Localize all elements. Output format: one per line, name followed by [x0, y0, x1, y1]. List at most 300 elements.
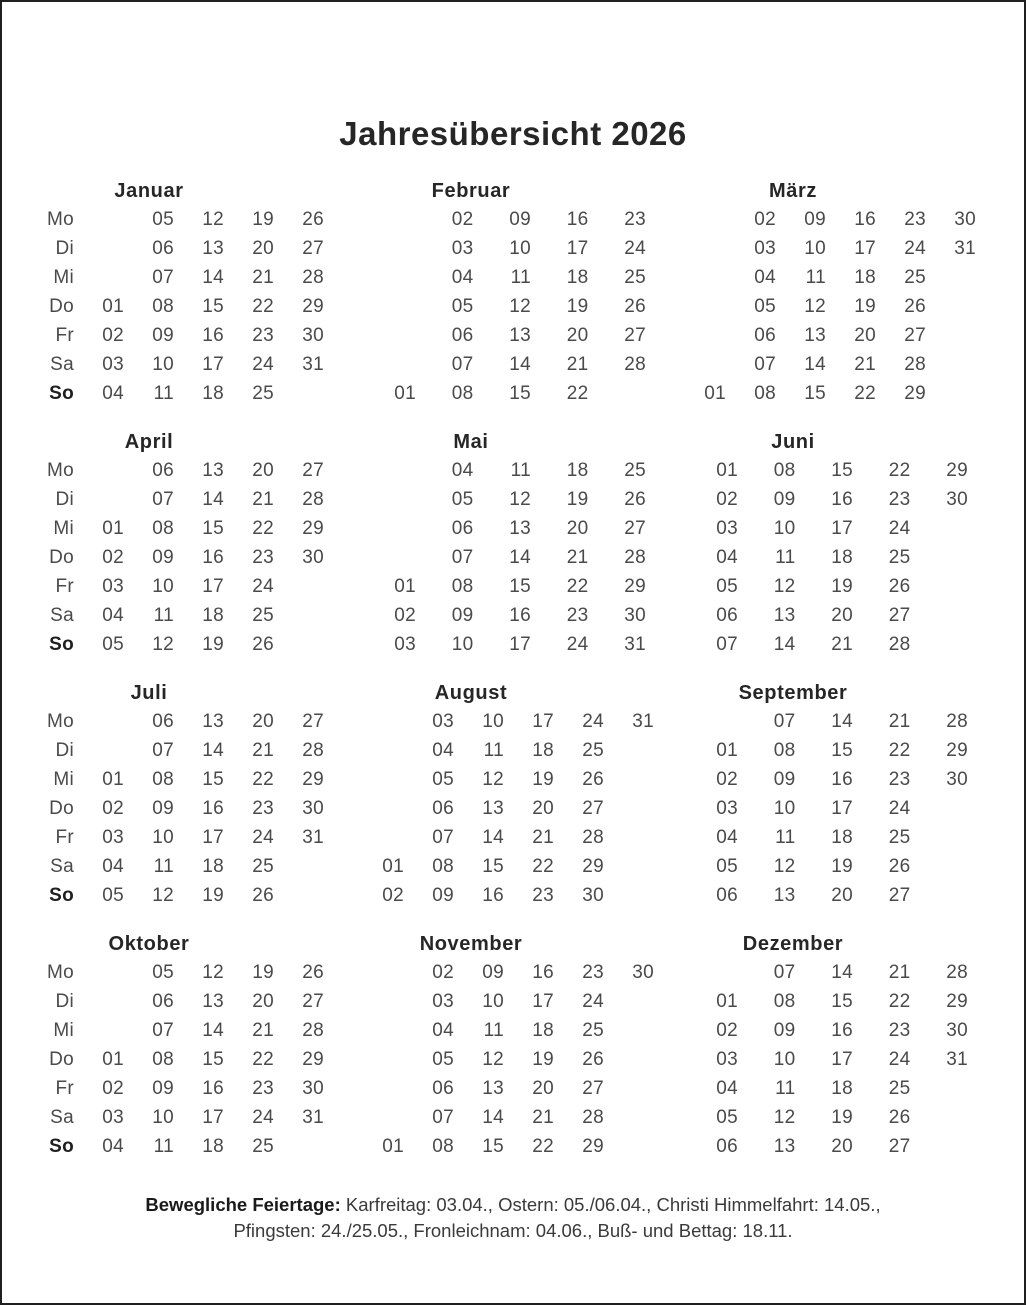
- day-cell[interactable]: 19: [202, 885, 224, 907]
- day-cell[interactable]: 01: [394, 576, 416, 598]
- day-cell[interactable]: 19: [532, 769, 554, 791]
- day-cell[interactable]: 11: [153, 605, 174, 627]
- day-cell[interactable]: 24: [566, 634, 589, 656]
- day-cell[interactable]: 27: [302, 991, 324, 1013]
- day-cell[interactable]: 25: [888, 1078, 911, 1100]
- day-cell[interactable]: 21: [252, 489, 274, 511]
- day-cell[interactable]: 17: [566, 238, 589, 260]
- day-cell[interactable]: 13: [202, 991, 224, 1013]
- day-cell[interactable]: 19: [854, 296, 876, 318]
- day-cell[interactable]: 20: [566, 325, 589, 347]
- day-cell[interactable]: 18: [831, 827, 853, 849]
- day-cell[interactable]: 28: [302, 1020, 324, 1042]
- day-cell[interactable]: 04: [432, 1020, 454, 1042]
- day-cell[interactable]: 16: [532, 962, 554, 984]
- day-cell[interactable]: 08: [152, 1049, 174, 1071]
- day-cell[interactable]: 25: [252, 605, 274, 627]
- day-cell[interactable]: 24: [252, 576, 274, 598]
- day-cell[interactable]: 14: [804, 354, 826, 376]
- day-cell[interactable]: 30: [946, 1020, 968, 1042]
- day-cell[interactable]: 12: [773, 856, 796, 878]
- day-cell[interactable]: 12: [773, 576, 796, 598]
- day-cell[interactable]: 25: [624, 460, 646, 482]
- day-cell[interactable]: 04: [432, 740, 454, 762]
- day-cell[interactable]: 14: [509, 547, 531, 569]
- day-cell[interactable]: 17: [831, 518, 853, 540]
- day-cell[interactable]: 21: [252, 740, 274, 762]
- day-cell[interactable]: 17: [202, 827, 224, 849]
- day-cell[interactable]: 19: [831, 856, 853, 878]
- day-cell[interactable]: 22: [854, 383, 876, 405]
- day-cell[interactable]: 10: [152, 576, 174, 598]
- day-cell[interactable]: 07: [152, 1020, 174, 1042]
- day-cell[interactable]: 04: [102, 856, 124, 878]
- day-cell[interactable]: 02: [382, 885, 404, 907]
- day-cell[interactable]: 01: [716, 991, 738, 1013]
- day-cell[interactable]: 25: [252, 383, 274, 405]
- day-cell[interactable]: 26: [624, 489, 646, 511]
- day-cell[interactable]: 01: [102, 769, 124, 791]
- day-cell[interactable]: 15: [509, 383, 531, 405]
- day-cell[interactable]: 13: [773, 1136, 796, 1158]
- day-cell[interactable]: 08: [432, 1136, 454, 1158]
- day-cell[interactable]: 16: [202, 547, 224, 569]
- day-cell[interactable]: 25: [582, 1020, 604, 1042]
- day-cell[interactable]: 16: [202, 798, 224, 820]
- day-cell[interactable]: 06: [432, 1078, 454, 1100]
- day-cell[interactable]: 29: [624, 576, 646, 598]
- day-cell[interactable]: 28: [582, 1107, 604, 1129]
- day-cell[interactable]: 07: [716, 634, 738, 656]
- day-cell[interactable]: 21: [566, 547, 589, 569]
- day-cell[interactable]: 03: [102, 576, 124, 598]
- day-cell[interactable]: 30: [302, 1078, 324, 1100]
- day-cell[interactable]: 06: [754, 325, 776, 347]
- day-cell[interactable]: 26: [252, 885, 274, 907]
- day-cell[interactable]: 08: [152, 769, 174, 791]
- day-cell[interactable]: 04: [716, 547, 738, 569]
- day-cell[interactable]: 27: [888, 1136, 911, 1158]
- day-cell[interactable]: 31: [946, 1049, 968, 1071]
- day-cell[interactable]: 05: [152, 962, 174, 984]
- day-cell[interactable]: 14: [831, 962, 853, 984]
- day-cell[interactable]: 15: [202, 518, 224, 540]
- day-cell[interactable]: 14: [202, 740, 224, 762]
- day-cell[interactable]: 16: [831, 1020, 853, 1042]
- day-cell[interactable]: 26: [582, 1049, 604, 1071]
- day-cell[interactable]: 20: [252, 991, 274, 1013]
- day-cell[interactable]: 14: [202, 1020, 224, 1042]
- day-cell[interactable]: 14: [482, 1107, 504, 1129]
- day-cell[interactable]: 02: [102, 325, 124, 347]
- day-cell[interactable]: 07: [773, 711, 796, 733]
- day-cell[interactable]: 30: [954, 209, 976, 231]
- day-cell[interactable]: 03: [451, 238, 474, 260]
- day-cell[interactable]: 13: [773, 605, 796, 627]
- day-cell[interactable]: 29: [302, 518, 324, 540]
- day-cell[interactable]: 05: [716, 856, 738, 878]
- day-cell[interactable]: 30: [302, 798, 324, 820]
- day-cell[interactable]: 30: [582, 885, 604, 907]
- day-cell[interactable]: 16: [482, 885, 504, 907]
- day-cell[interactable]: 06: [152, 460, 174, 482]
- day-cell[interactable]: 30: [302, 325, 324, 347]
- day-cell[interactable]: 23: [888, 769, 911, 791]
- day-cell[interactable]: 22: [566, 383, 589, 405]
- day-cell[interactable]: 25: [252, 1136, 274, 1158]
- day-cell[interactable]: 18: [831, 547, 853, 569]
- day-cell[interactable]: 07: [152, 489, 174, 511]
- day-cell[interactable]: 06: [152, 711, 174, 733]
- day-cell[interactable]: 05: [102, 885, 124, 907]
- day-cell[interactable]: 29: [946, 460, 968, 482]
- day-cell[interactable]: 20: [252, 238, 274, 260]
- day-cell[interactable]: 22: [532, 856, 554, 878]
- day-cell[interactable]: 16: [831, 489, 853, 511]
- day-cell[interactable]: 16: [509, 605, 531, 627]
- day-cell[interactable]: 05: [716, 576, 738, 598]
- day-cell[interactable]: 28: [624, 547, 646, 569]
- day-cell[interactable]: 08: [451, 383, 474, 405]
- day-cell[interactable]: 19: [566, 296, 589, 318]
- day-cell[interactable]: 24: [252, 354, 274, 376]
- day-cell[interactable]: 05: [102, 634, 124, 656]
- day-cell[interactable]: 15: [202, 1049, 224, 1071]
- day-cell[interactable]: 26: [888, 576, 911, 598]
- day-cell[interactable]: 24: [582, 711, 604, 733]
- day-cell[interactable]: 20: [566, 518, 589, 540]
- day-cell[interactable]: 01: [704, 383, 726, 405]
- day-cell[interactable]: 14: [202, 489, 224, 511]
- day-cell[interactable]: 13: [509, 518, 531, 540]
- day-cell[interactable]: 21: [532, 1107, 554, 1129]
- day-cell[interactable]: 03: [102, 827, 124, 849]
- day-cell[interactable]: 11: [805, 267, 826, 289]
- day-cell[interactable]: 03: [716, 798, 738, 820]
- day-cell[interactable]: 11: [483, 740, 504, 762]
- day-cell[interactable]: 11: [483, 1020, 504, 1042]
- day-cell[interactable]: 05: [754, 296, 776, 318]
- day-cell[interactable]: 29: [904, 383, 926, 405]
- day-cell[interactable]: 13: [773, 885, 796, 907]
- day-cell[interactable]: 30: [302, 547, 324, 569]
- day-cell[interactable]: 03: [716, 1049, 738, 1071]
- day-cell[interactable]: 16: [854, 209, 876, 231]
- day-cell[interactable]: 12: [804, 296, 826, 318]
- day-cell[interactable]: 10: [451, 634, 474, 656]
- day-cell[interactable]: 21: [888, 962, 911, 984]
- day-cell[interactable]: 09: [804, 209, 826, 231]
- day-cell[interactable]: 19: [532, 1049, 554, 1071]
- day-cell[interactable]: 20: [532, 1078, 554, 1100]
- day-cell[interactable]: 07: [152, 740, 174, 762]
- day-cell[interactable]: 01: [716, 460, 738, 482]
- day-cell[interactable]: 17: [831, 1049, 853, 1071]
- day-cell[interactable]: 18: [854, 267, 876, 289]
- day-cell[interactable]: 01: [102, 296, 124, 318]
- day-cell[interactable]: 07: [754, 354, 776, 376]
- day-cell[interactable]: 26: [582, 769, 604, 791]
- day-cell[interactable]: 22: [252, 1049, 274, 1071]
- day-cell[interactable]: 14: [773, 634, 796, 656]
- day-cell[interactable]: 15: [831, 740, 853, 762]
- day-cell[interactable]: 19: [252, 209, 274, 231]
- day-cell[interactable]: 20: [854, 325, 876, 347]
- day-cell[interactable]: 08: [773, 991, 796, 1013]
- day-cell[interactable]: 25: [624, 267, 646, 289]
- day-cell[interactable]: 14: [202, 267, 224, 289]
- day-cell[interactable]: 19: [831, 1107, 853, 1129]
- day-cell[interactable]: 11: [510, 267, 531, 289]
- day-cell[interactable]: 13: [482, 798, 504, 820]
- day-cell[interactable]: 02: [716, 769, 738, 791]
- day-cell[interactable]: 23: [252, 325, 274, 347]
- day-cell[interactable]: 06: [716, 1136, 738, 1158]
- day-cell[interactable]: 02: [394, 605, 416, 627]
- day-cell[interactable]: 25: [252, 856, 274, 878]
- day-cell[interactable]: 29: [302, 769, 324, 791]
- day-cell[interactable]: 21: [532, 827, 554, 849]
- day-cell[interactable]: 13: [482, 1078, 504, 1100]
- day-cell[interactable]: 31: [632, 711, 654, 733]
- day-cell[interactable]: 22: [252, 518, 274, 540]
- day-cell[interactable]: 06: [451, 518, 474, 540]
- day-cell[interactable]: 04: [716, 1078, 738, 1100]
- day-cell[interactable]: 12: [482, 1049, 504, 1071]
- day-cell[interactable]: 17: [509, 634, 531, 656]
- day-cell[interactable]: 14: [831, 711, 853, 733]
- day-cell[interactable]: 17: [532, 711, 554, 733]
- day-cell[interactable]: 29: [582, 1136, 604, 1158]
- day-cell[interactable]: 16: [202, 1078, 224, 1100]
- day-cell[interactable]: 10: [152, 827, 174, 849]
- day-cell[interactable]: 11: [153, 383, 174, 405]
- day-cell[interactable]: 30: [946, 489, 968, 511]
- day-cell[interactable]: 12: [202, 962, 224, 984]
- day-cell[interactable]: 28: [904, 354, 926, 376]
- day-cell[interactable]: 10: [482, 711, 504, 733]
- day-cell[interactable]: 03: [102, 1107, 124, 1129]
- day-cell[interactable]: 29: [946, 740, 968, 762]
- day-cell[interactable]: 22: [888, 740, 911, 762]
- day-cell[interactable]: 29: [946, 991, 968, 1013]
- day-cell[interactable]: 31: [302, 1107, 324, 1129]
- day-cell[interactable]: 28: [888, 634, 911, 656]
- day-cell[interactable]: 21: [566, 354, 589, 376]
- day-cell[interactable]: 07: [773, 962, 796, 984]
- day-cell[interactable]: 15: [831, 460, 853, 482]
- day-cell[interactable]: 11: [775, 547, 796, 569]
- day-cell[interactable]: 28: [582, 827, 604, 849]
- day-cell[interactable]: 12: [152, 634, 174, 656]
- day-cell[interactable]: 17: [831, 798, 853, 820]
- day-cell[interactable]: 27: [888, 605, 911, 627]
- day-cell[interactable]: 15: [482, 1136, 504, 1158]
- day-cell[interactable]: 17: [202, 354, 224, 376]
- day-cell[interactable]: 08: [754, 383, 776, 405]
- day-cell[interactable]: 04: [102, 605, 124, 627]
- day-cell[interactable]: 19: [252, 962, 274, 984]
- day-cell[interactable]: 21: [854, 354, 876, 376]
- day-cell[interactable]: 12: [509, 489, 531, 511]
- day-cell[interactable]: 07: [451, 547, 474, 569]
- day-cell[interactable]: 27: [582, 1078, 604, 1100]
- day-cell[interactable]: 04: [102, 383, 124, 405]
- day-cell[interactable]: 26: [624, 296, 646, 318]
- day-cell[interactable]: 13: [804, 325, 826, 347]
- day-cell[interactable]: 28: [302, 740, 324, 762]
- day-cell[interactable]: 10: [804, 238, 826, 260]
- day-cell[interactable]: 02: [102, 1078, 124, 1100]
- day-cell[interactable]: 05: [432, 769, 454, 791]
- day-cell[interactable]: 09: [451, 605, 474, 627]
- day-cell[interactable]: 05: [432, 1049, 454, 1071]
- day-cell[interactable]: 15: [482, 856, 504, 878]
- day-cell[interactable]: 17: [532, 991, 554, 1013]
- day-cell[interactable]: 23: [888, 489, 911, 511]
- day-cell[interactable]: 22: [888, 460, 911, 482]
- day-cell[interactable]: 31: [302, 827, 324, 849]
- day-cell[interactable]: 28: [302, 267, 324, 289]
- day-cell[interactable]: 10: [773, 798, 796, 820]
- day-cell[interactable]: 20: [252, 460, 274, 482]
- day-cell[interactable]: 01: [716, 740, 738, 762]
- day-cell[interactable]: 09: [773, 1020, 796, 1042]
- day-cell[interactable]: 04: [451, 267, 474, 289]
- day-cell[interactable]: 31: [954, 238, 976, 260]
- day-cell[interactable]: 07: [152, 267, 174, 289]
- day-cell[interactable]: 09: [152, 798, 174, 820]
- day-cell[interactable]: 27: [624, 518, 646, 540]
- day-cell[interactable]: 08: [432, 856, 454, 878]
- day-cell[interactable]: 09: [773, 769, 796, 791]
- day-cell[interactable]: 18: [566, 267, 589, 289]
- day-cell[interactable]: 26: [888, 856, 911, 878]
- day-cell[interactable]: 24: [252, 1107, 274, 1129]
- day-cell[interactable]: 12: [482, 769, 504, 791]
- day-cell[interactable]: 04: [451, 460, 474, 482]
- day-cell[interactable]: 18: [202, 856, 224, 878]
- day-cell[interactable]: 26: [904, 296, 926, 318]
- day-cell[interactable]: 25: [582, 740, 604, 762]
- day-cell[interactable]: 02: [102, 798, 124, 820]
- day-cell[interactable]: 31: [624, 634, 646, 656]
- day-cell[interactable]: 02: [102, 547, 124, 569]
- day-cell[interactable]: 18: [831, 1078, 853, 1100]
- day-cell[interactable]: 21: [252, 267, 274, 289]
- day-cell[interactable]: 07: [432, 1107, 454, 1129]
- day-cell[interactable]: 11: [153, 856, 174, 878]
- day-cell[interactable]: 08: [773, 460, 796, 482]
- day-cell[interactable]: 02: [716, 489, 738, 511]
- day-cell[interactable]: 26: [302, 209, 324, 231]
- day-cell[interactable]: 25: [904, 267, 926, 289]
- day-cell[interactable]: 03: [754, 238, 776, 260]
- day-cell[interactable]: 07: [451, 354, 474, 376]
- day-cell[interactable]: 06: [152, 991, 174, 1013]
- day-cell[interactable]: 19: [831, 576, 853, 598]
- day-cell[interactable]: 24: [582, 991, 604, 1013]
- day-cell[interactable]: 09: [773, 489, 796, 511]
- day-cell[interactable]: 24: [904, 238, 926, 260]
- day-cell[interactable]: 22: [532, 1136, 554, 1158]
- day-cell[interactable]: 07: [432, 827, 454, 849]
- day-cell[interactable]: 01: [382, 856, 404, 878]
- day-cell[interactable]: 19: [202, 634, 224, 656]
- day-cell[interactable]: 15: [202, 296, 224, 318]
- day-cell[interactable]: 20: [532, 798, 554, 820]
- day-cell[interactable]: 06: [716, 605, 738, 627]
- day-cell[interactable]: 23: [532, 885, 554, 907]
- day-cell[interactable]: 22: [566, 576, 589, 598]
- day-cell[interactable]: 12: [509, 296, 531, 318]
- day-cell[interactable]: 25: [888, 827, 911, 849]
- day-cell[interactable]: 15: [831, 991, 853, 1013]
- day-cell[interactable]: 24: [888, 1049, 911, 1071]
- day-cell[interactable]: 15: [804, 383, 826, 405]
- day-cell[interactable]: 24: [624, 238, 646, 260]
- day-cell[interactable]: 02: [716, 1020, 738, 1042]
- day-cell[interactable]: 12: [773, 1107, 796, 1129]
- day-cell[interactable]: 26: [302, 962, 324, 984]
- day-cell[interactable]: 29: [302, 1049, 324, 1071]
- day-cell[interactable]: 20: [831, 1136, 853, 1158]
- day-cell[interactable]: 16: [202, 325, 224, 347]
- day-cell[interactable]: 11: [510, 460, 531, 482]
- day-cell[interactable]: 11: [153, 1136, 174, 1158]
- day-cell[interactable]: 23: [252, 1078, 274, 1100]
- day-cell[interactable]: 19: [566, 489, 589, 511]
- day-cell[interactable]: 16: [831, 769, 853, 791]
- day-cell[interactable]: 05: [716, 1107, 738, 1129]
- day-cell[interactable]: 23: [624, 209, 646, 231]
- day-cell[interactable]: 01: [102, 518, 124, 540]
- day-cell[interactable]: 18: [532, 740, 554, 762]
- day-cell[interactable]: 22: [252, 296, 274, 318]
- day-cell[interactable]: 03: [432, 991, 454, 1013]
- day-cell[interactable]: 29: [582, 856, 604, 878]
- day-cell[interactable]: 30: [624, 605, 646, 627]
- day-cell[interactable]: 12: [152, 885, 174, 907]
- day-cell[interactable]: 20: [831, 885, 853, 907]
- day-cell[interactable]: 14: [482, 827, 504, 849]
- day-cell[interactable]: 31: [302, 354, 324, 376]
- day-cell[interactable]: 04: [716, 827, 738, 849]
- day-cell[interactable]: 10: [509, 238, 531, 260]
- day-cell[interactable]: 24: [888, 798, 911, 820]
- day-cell[interactable]: 17: [202, 1107, 224, 1129]
- day-cell[interactable]: 03: [102, 354, 124, 376]
- day-cell[interactable]: 02: [432, 962, 454, 984]
- day-cell[interactable]: 17: [854, 238, 876, 260]
- day-cell[interactable]: 23: [888, 1020, 911, 1042]
- day-cell[interactable]: 22: [888, 991, 911, 1013]
- day-cell[interactable]: 13: [202, 711, 224, 733]
- day-cell[interactable]: 21: [888, 711, 911, 733]
- day-cell[interactable]: 18: [566, 460, 589, 482]
- day-cell[interactable]: 06: [716, 885, 738, 907]
- day-cell[interactable]: 08: [152, 518, 174, 540]
- day-cell[interactable]: 02: [451, 209, 474, 231]
- day-cell[interactable]: 28: [624, 354, 646, 376]
- day-cell[interactable]: 30: [946, 769, 968, 791]
- day-cell[interactable]: 15: [202, 769, 224, 791]
- day-cell[interactable]: 20: [831, 605, 853, 627]
- day-cell[interactable]: 08: [152, 296, 174, 318]
- day-cell[interactable]: 12: [202, 209, 224, 231]
- day-cell[interactable]: 05: [451, 489, 474, 511]
- day-cell[interactable]: 08: [773, 740, 796, 762]
